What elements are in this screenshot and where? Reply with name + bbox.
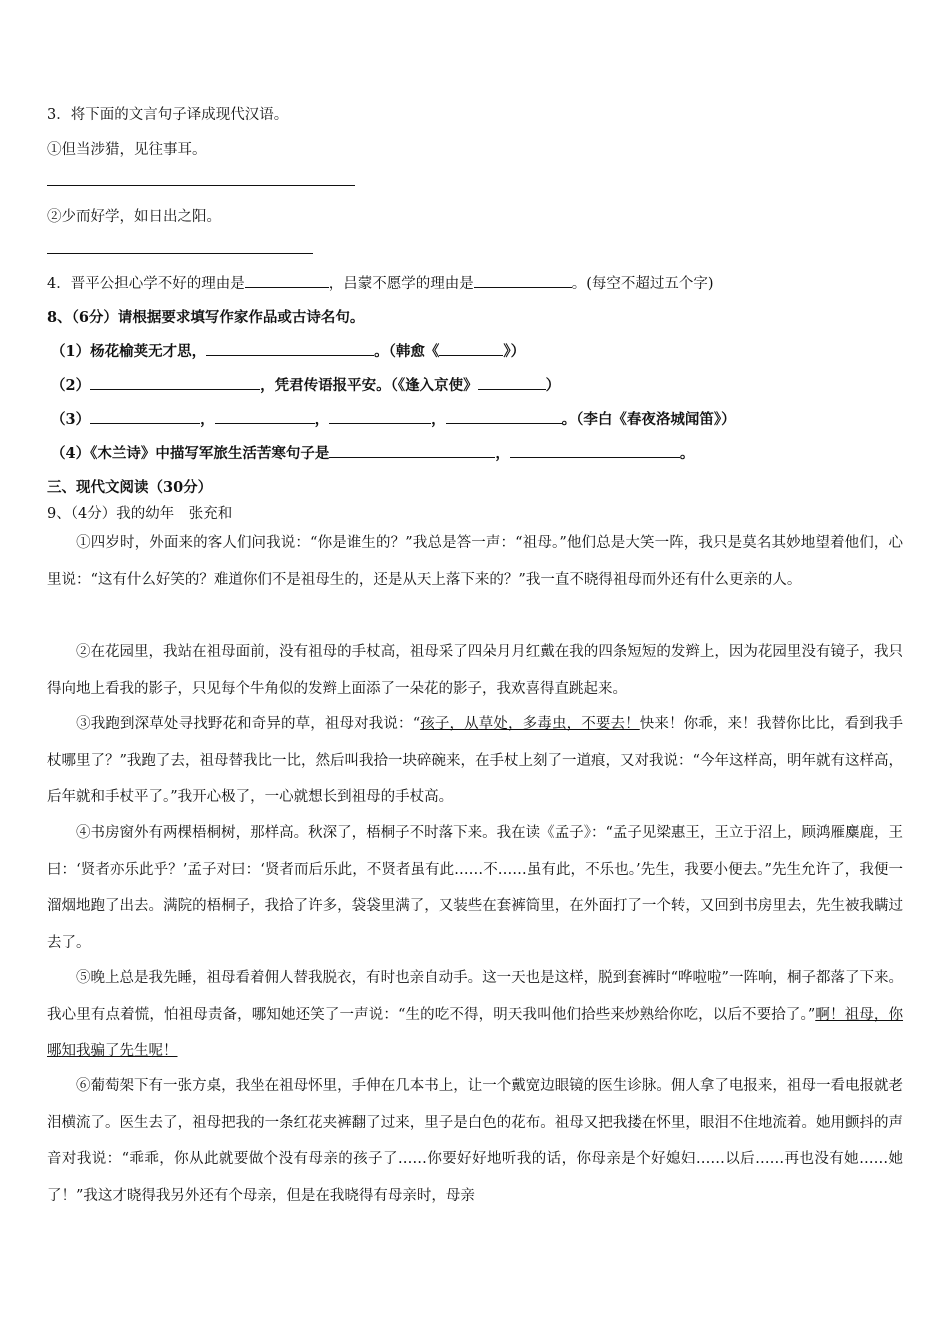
q8-l1-blank-2[interactable] [439,341,503,356]
q8-l3-blank-2[interactable] [215,409,315,424]
q3-answer-line-2[interactable] [47,253,313,254]
section-3-heading: 三、现代文阅读（30分） [47,479,213,496]
q8-l4-blank-1[interactable] [329,443,495,458]
q9-p5-text-a: ⑤晚上总是我先睡，祖母看着佣人替我脱衣，有时也亲自动手。这一天也是这样，脱到套裤时“哗啦啦”一阵响，桐子都落了下来。我心里有点着慌，怕祖母责备，哪知她还笑了一声说：“生的吃不得，明天我叫他们拾些来炒熟给你吃，以后不要拾了。” [47,970,903,1023]
q8-l2-text-c: ） [545,377,561,394]
q8-l3-comma-2: ， [314,411,330,428]
q3-title: 3．将下面的文言句子译成现代汉语。 [47,107,289,123]
q8-line-3 [51,408,736,429]
q8-l2-blank-2[interactable] [478,375,546,390]
q8-l3-text-e: 。（李白《春夜洛城闻笛》） [561,411,736,428]
q9-paragraph-5 [47,960,903,1070]
q8-l4-text-a: （4）《木兰诗》中描写军旅生活苦寒句子是 [51,445,330,462]
q8-l1-text-c: 》） [503,343,526,360]
q4-text-a: 4．晋平公担心学不好的理由是 [47,276,245,292]
q8-l1-blank-1[interactable] [206,341,374,356]
q9-title: 9、（4分）我的幼年 张充和 [47,506,233,522]
q9-paragraph-3 [47,706,903,816]
q8-l3-comma-1: ， [200,411,215,428]
q8-l2-blank-1[interactable] [90,375,260,390]
q3-answer-line-1[interactable] [47,185,355,186]
q9-p4-text: ④书房窗外有两棵梧桐树，那样高。秋深了，梧桐子不时落下来。我在读《孟子》：“孟子见梁惠王，王立于沼上，顾鸿雁麋鹿，王曰：‘贤者亦乐此乎？’孟子对曰：‘贤者而后乐此，不贤者虽有此……不……虽有此，不乐也。’先生，我要小便去。”先生允许了，我便一溜烟地跑了出去。满院的梧桐子，我拾了许多，袋袋里满了，又装些在套裤筒里，在外面打了一个转，又回到书房里去，先生被我瞒过去了。 [47,825,903,951]
q8-title: 8、（6分）请根据要求填写作家作品或古诗名句。 [47,309,365,326]
q8-l1-text-a: （1）杨花榆荚无才思， [51,343,207,360]
q8-l4-text-c: 。 [679,445,695,462]
q9-p3-text-b: 快来！你乖，来！我替你比比，看到我手杖哪里了？”我跑了去，祖母替我比一比，然后叫我拾一块碎碗来，在手杖上刻了一道痕，又对我说：“今年这样高，明年就有这样高，后年就和手杖平了。”我开心极了，一心就想长到祖母的手杖高。 [47,716,904,805]
q4-blank-1[interactable] [245,273,329,288]
q4-blank-2[interactable] [474,273,572,288]
q3-sentence-1: ①但当涉猎，见往事耳。 [47,142,207,158]
q8-line-4 [51,442,694,463]
q8-l2-text-b: ，凭君传语报平安。（《逢入京使》 [260,377,478,394]
q8-line-2 [51,374,560,395]
q9-p6-text: ⑥葡萄架下有一张方桌，我坐在祖母怀里，手伸在几本书上，让一个戴宽边眼镜的医生诊脉。佣人拿了电报来，祖母一看电报就老泪横流了。医生去了，祖母把我的一条红花夹裤翻了过来，里子是白色的花布。祖母又把我搂在怀里，眼泪不住地流着。她用颤抖的声音对我说：“乖乖，你从此就要做个没有母亲的孩子了……你要好好地听我的话，你母亲是个好媳妇……以后……再也没有她……她了！”我这才晓得我另外还有个母亲，但是在我晓得有母亲时，母亲 [47,1078,903,1204]
q4-text-b: ，吕蒙不愿学的理由是 [328,276,474,292]
q9-paragraph-6 [47,1068,903,1214]
q9-p1-text: ①四岁时，外面来的客人们问我说：“你是谁生的？”我总是答一声：“祖母。”他们总是大笑一阵，我只是莫名其妙地望着他们，心里说：“这有什么好笑的？难道你们不是祖母生的，还是从天上落下来的？”我一直不晓得祖母而外还有什么更亲的人。 [47,535,903,588]
q8-l1-text-b: 。（韩愈《 [374,343,440,360]
q8-line-1 [51,340,525,361]
q8-l3-comma-3: ， [431,411,446,428]
q8-l3-blank-3[interactable] [329,409,431,424]
q8-l3-blank-1[interactable] [90,409,200,424]
q8-l4-comma: ， [495,445,510,462]
q9-p3-underlined: 孩子，从草处，多毒虫，不要去！ [420,716,640,732]
q8-l2-text-a: （2） [51,377,91,394]
q3-sentence-2: ②少而好学，如日出之阳。 [47,209,221,225]
q9-p3-text-a: ③我跑到深草处寻找野花和奇异的草，祖母对我说：“ [76,716,421,732]
q9-paragraph-1 [47,525,903,598]
q9-paragraph-4 [47,815,903,961]
q8-l3-text-a: （3） [51,411,91,428]
q4-line [47,272,714,293]
q8-l3-blank-4[interactable] [446,409,562,424]
q9-p5-underlined: 啊！祖母，你哪知我骗了先生呢！ [47,1006,904,1059]
q8-l4-blank-2[interactable] [510,443,680,458]
q9-p2-text: ②在花园里，我站在祖母面前，没有祖母的手杖高，祖母采了四朵月月红戴在我的四条短短的发辫上，因为花园里没有镜子，我只得向地上看我的影子，只见每个牛角似的发辫上面添了一朵花的影子，我欢喜得直跳起来。 [47,644,903,697]
q4-text-c: 。(每空不超过五个字) [571,276,714,292]
q9-paragraph-2 [47,634,903,707]
